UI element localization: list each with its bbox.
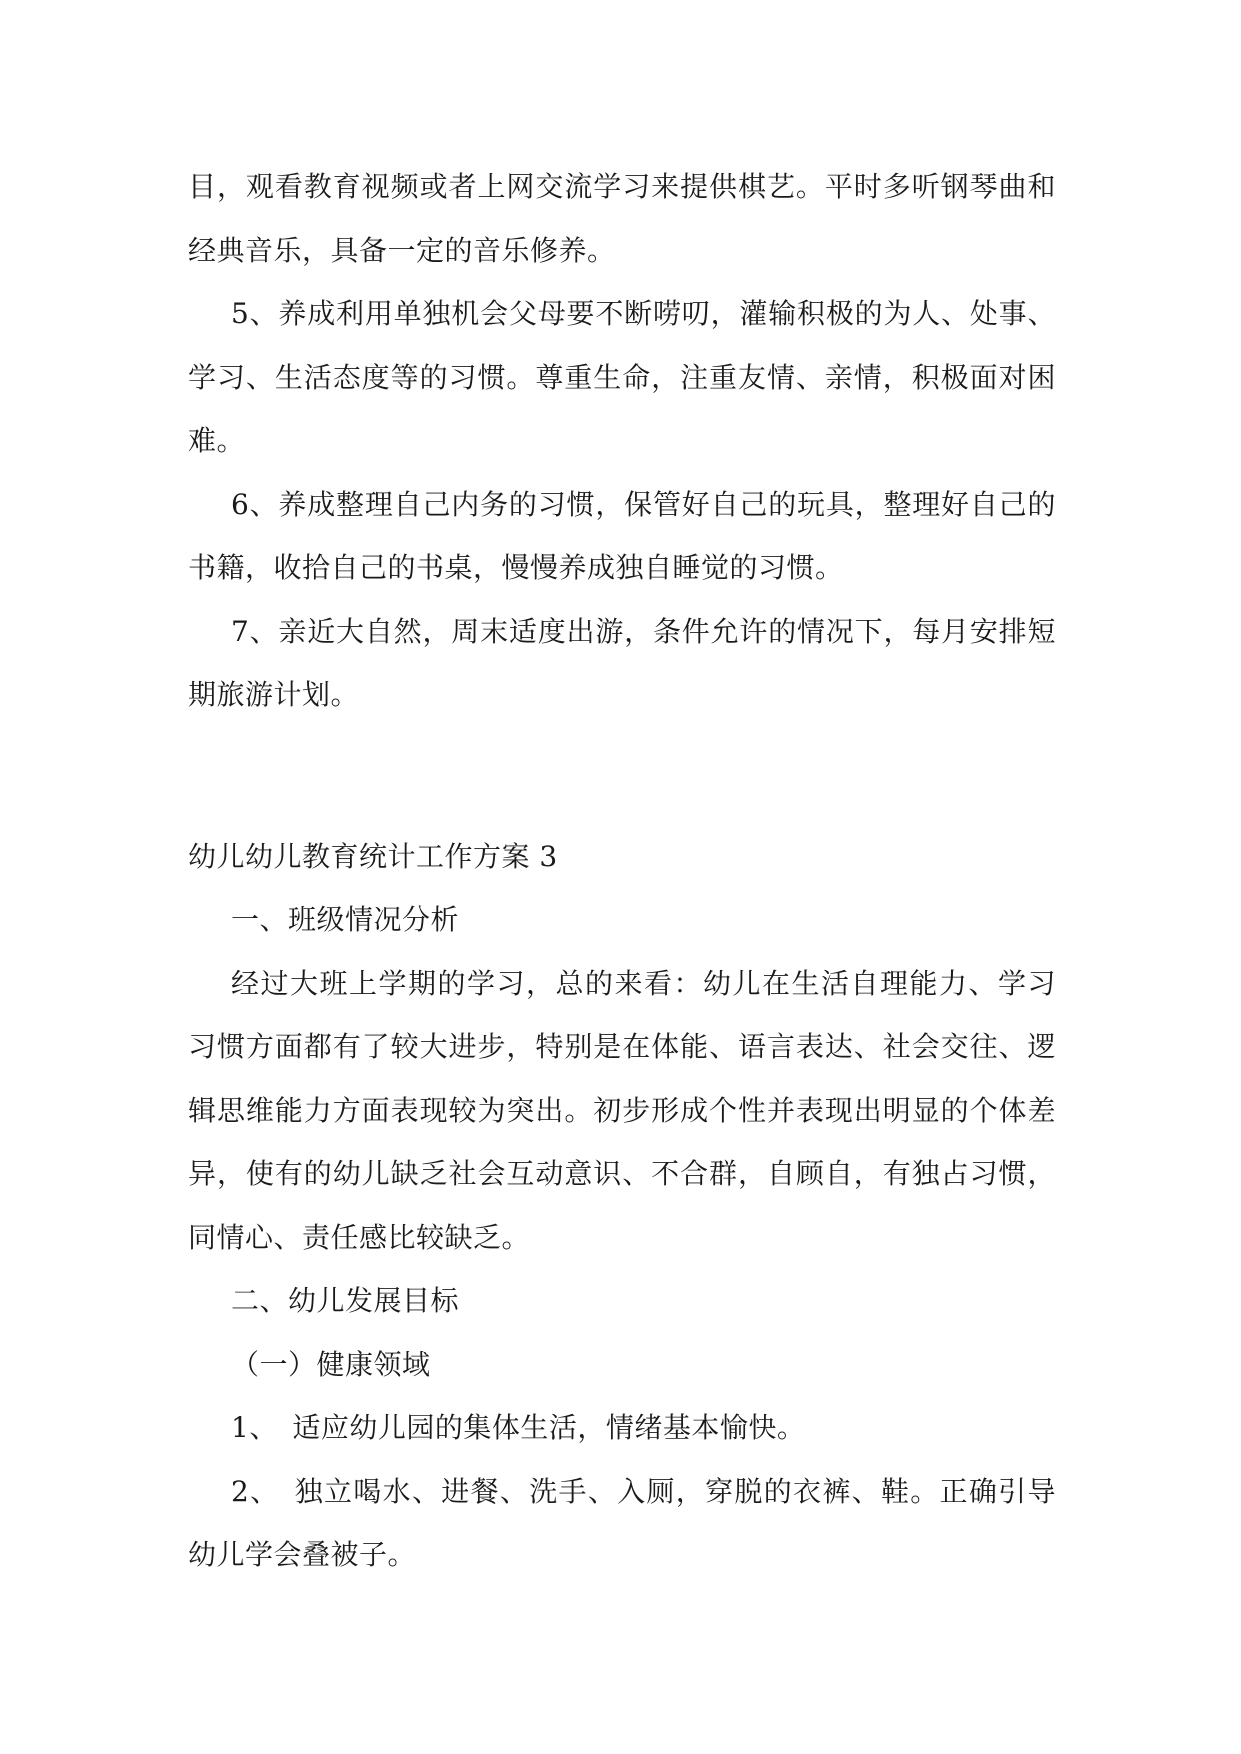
subheading-health: （一）健康领域 [231, 1347, 431, 1381]
goal-item-1: 1、 适应幼儿园的集体生活，情绪基本愉快。 [231, 1411, 806, 1444]
heading-class-analysis: 一、班级情况分析 [231, 903, 460, 936]
goal-item-2: 2、 独立喝水、进餐、洗手、入厕，穿脱的衣裤、鞋。正确引导幼儿学会叠被子。 [188, 1474, 1056, 1571]
section-title: 幼儿幼儿教育统计工作方案 3 [188, 839, 558, 873]
heading-development-goals: 二、幼儿发展目标 [231, 1284, 460, 1317]
document-body [188, 155, 1056, 1587]
analysis-paragraph: 经过大班上学期的学习，总的来看：幼儿在生活自理能力、学习习惯方面都有了较大进步，特别是在体能、语言表达、社会交往、逻辑思维能力方面表现较为突出。初步形成个性并表现出明显的个体差异，使有的幼儿缺乏社会互动意识、不合群，自顾自，有独占习惯，同情心、责任感比较缺乏。 [188, 966, 1056, 1254]
list-item-7: 7、亲近大自然，周末适度出游，条件允许的情况下，每月安排短期旅游计划。 [188, 614, 1056, 711]
continuation-paragraph: 目，观看教育视频或者上网交流学习来提供棋艺。平时多听钢琴曲和经典音乐，具备一定的音乐修养。 [188, 170, 1056, 267]
list-item-6: 6、养成整理自己内务的习惯，保管好自己的玩具，整理好自己的书籍，收拾自己的书桌，慢慢养成独自睡觉的习惯。 [188, 487, 1056, 584]
list-item-5: 5、养成利用单独机会父母要不断唠叨，灌输积极的为人、处事、学习、生活态度等的习惯。尊重生命，注重友情、亲情，积极面对困难。 [188, 297, 1056, 457]
section-spacer [188, 727, 1056, 825]
